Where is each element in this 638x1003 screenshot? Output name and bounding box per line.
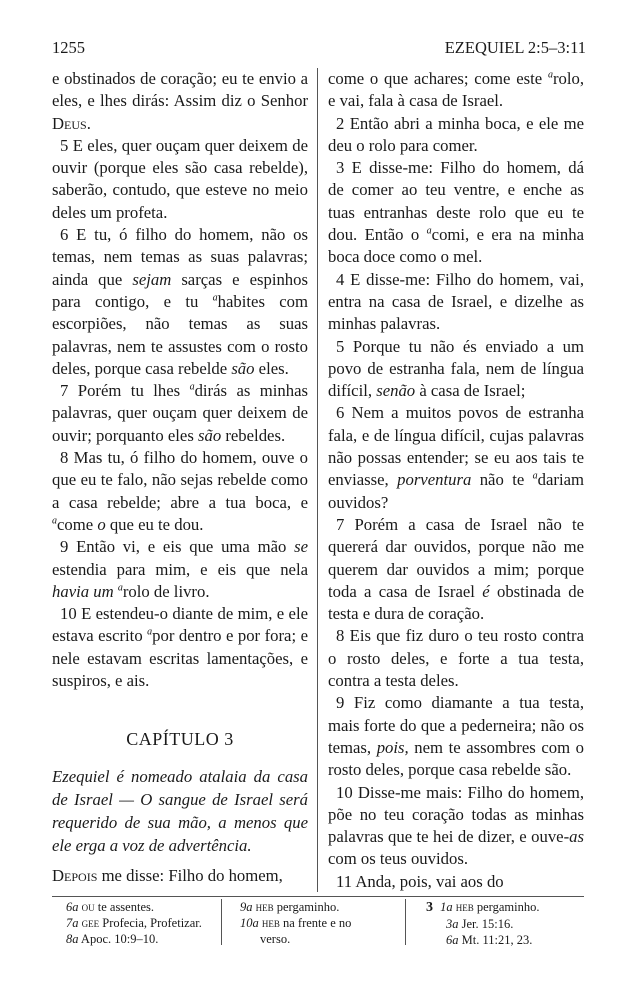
right-column (328, 68, 584, 892)
footnote-continuation: verso. (260, 932, 291, 946)
footnote: 9a heb pergaminho. (240, 900, 340, 914)
verse-11: 11 Anda, pois, vai aos do (336, 871, 504, 891)
text-columns (52, 68, 584, 892)
footnote-marker[interactable]: a (147, 626, 153, 638)
verse-4: 4 E disse-me: Filho do homem, vai, entra na casa de Israel, e dizelhe as minhas palavras. (328, 269, 584, 334)
footnote-marker[interactable]: a (426, 225, 432, 237)
footnote: 6a Mt. 11:21, 23. (446, 933, 533, 947)
verse-10: 10 Disse-me mais: Filho do homem, põe no teu coração todas as minhas palavras que te hei de dizer, e ouve-as com os teus ouvidos. (328, 782, 584, 869)
footnote-marker[interactable]: a (532, 470, 538, 482)
verse-text: e obstinados de coração; eu te envio a eles, e lhes dirás: Assim diz o Senhor Deus. (52, 69, 308, 133)
verse-7: 7 Porém a casa de Israel não te quererá dar ouvidos, porque não me querem dar ouvidos a mim; porque toda a casa de Israel é obstinada de testa e dura de coração. (328, 514, 584, 624)
footnote-column-2 (226, 899, 406, 945)
column-divider (317, 68, 318, 892)
footnote: 3a Jer. 15:16. (446, 917, 514, 931)
verse-10: 10 E estendeu-o diante de mim, e ele estava escrito $^a$por dentro e por fora; e nele estavam escritas lamentações, e suspiros, e ais. (52, 604, 308, 691)
verse-5: 5 E eles, quer ouçam quer deixem de ouvir (porque eles são casa rebelde), saberão, contudo, que esteve no meio deles um profeta. (52, 135, 308, 222)
verse-9: 9 Então vi, e eis que uma mão se estendia para mim, e eis que nela havia um $^a$rolo de livro. (52, 537, 308, 601)
chapter-heading: CAPÍTULO 3 (126, 729, 234, 750)
footnote-marker[interactable]: a (52, 515, 57, 527)
verse-7: 7 Porém tu lhes $^a$dirás as minhas palavras, quer ouçam quer deixem de ouvir; porquanto eles são rebeldes. (52, 381, 308, 445)
left-column (52, 68, 308, 892)
footnote-column-3 (414, 899, 584, 948)
verse-text: come o que achares; come este $^a$rolo, e vai, fala à casa de Israel. (328, 69, 584, 111)
footnote-divider (52, 896, 584, 897)
chapter-summary: Ezequiel é nomeado atalaia da casa de Israel — O sangue de Israel será requerido de sua mão, a menos que ele erga a voz de advertência. (52, 766, 308, 855)
footnote-marker[interactable]: a (189, 381, 195, 393)
footnote-chapter-number: 3 (426, 900, 433, 915)
page-number: 1255 (52, 38, 85, 57)
footnote: 10a heb na frente e no (240, 916, 352, 930)
footnote: 8a Apoc. 10:9–10. (66, 932, 159, 946)
footnotes (52, 899, 584, 959)
footnote: 6a ou te assentes. (66, 900, 154, 914)
verse-3: 3 E disse-me: Filho do homem, dá de comer ao teu ventre, e enche as tuas entranhas deste rolo que eu te dou. Então o $^a$comi, e era na minha boca doce como o mel. (328, 158, 584, 267)
footnote-marker[interactable]: a (547, 69, 553, 81)
footnote: 7a gee Profecia, Profetizar. (66, 916, 202, 930)
verse-5: 5 Porque tu não és enviado a um povo de estranha fala, nem de língua difícil, senão à casa de Israel; (328, 336, 584, 401)
verse-9: 9 Fiz como diamante a tua testa, mais forte do que a pederneira; não os temas, pois, nem te assombres com o rosto deles, porque casa rebelde são. (328, 693, 584, 780)
footnote: 3 1a heb pergaminho. (426, 900, 540, 915)
running-title: EZEQUIEL 2:5–3:11 (444, 38, 586, 57)
verse-2: 2 Então abri a minha boca, e ele me deu o rolo para comer. (328, 113, 584, 155)
verse-6: 6 Nem a muitos povos de estranha fala, e de língua difícil, cujas palavras não possas entender; se eu aos tais te enviasse, porventura não te $^a$dariam ouvidos? (328, 403, 584, 512)
footnote-marker[interactable]: a (117, 582, 123, 594)
verse-1: Depois me disse: Filho do homem, (52, 865, 283, 885)
page-header (52, 36, 586, 60)
footnote-marker[interactable]: a (212, 292, 218, 304)
verse-8: 8 Eis que fiz duro o teu rosto contra o rosto deles, e forte a tua testa, contra a testa deles. (328, 626, 584, 691)
verse-6: 6 E tu, ó filho do homem, não os temas, nem temas as suas palavras; ainda que sejam sarças e espinhos para contigo, e tu $^a$habites com escorpiões, não temas as suas palavras, nem te assustes com o rosto deles, porque casa rebelde são eles. (52, 225, 308, 378)
footnote-column-1 (52, 899, 222, 945)
verse-8: 8 Mas tu, ó filho do homem, ouve o que eu te falo, não sejas rebelde como a casa rebelde; abre a tua boca, e $^a$come o que eu te dou. (52, 448, 308, 534)
